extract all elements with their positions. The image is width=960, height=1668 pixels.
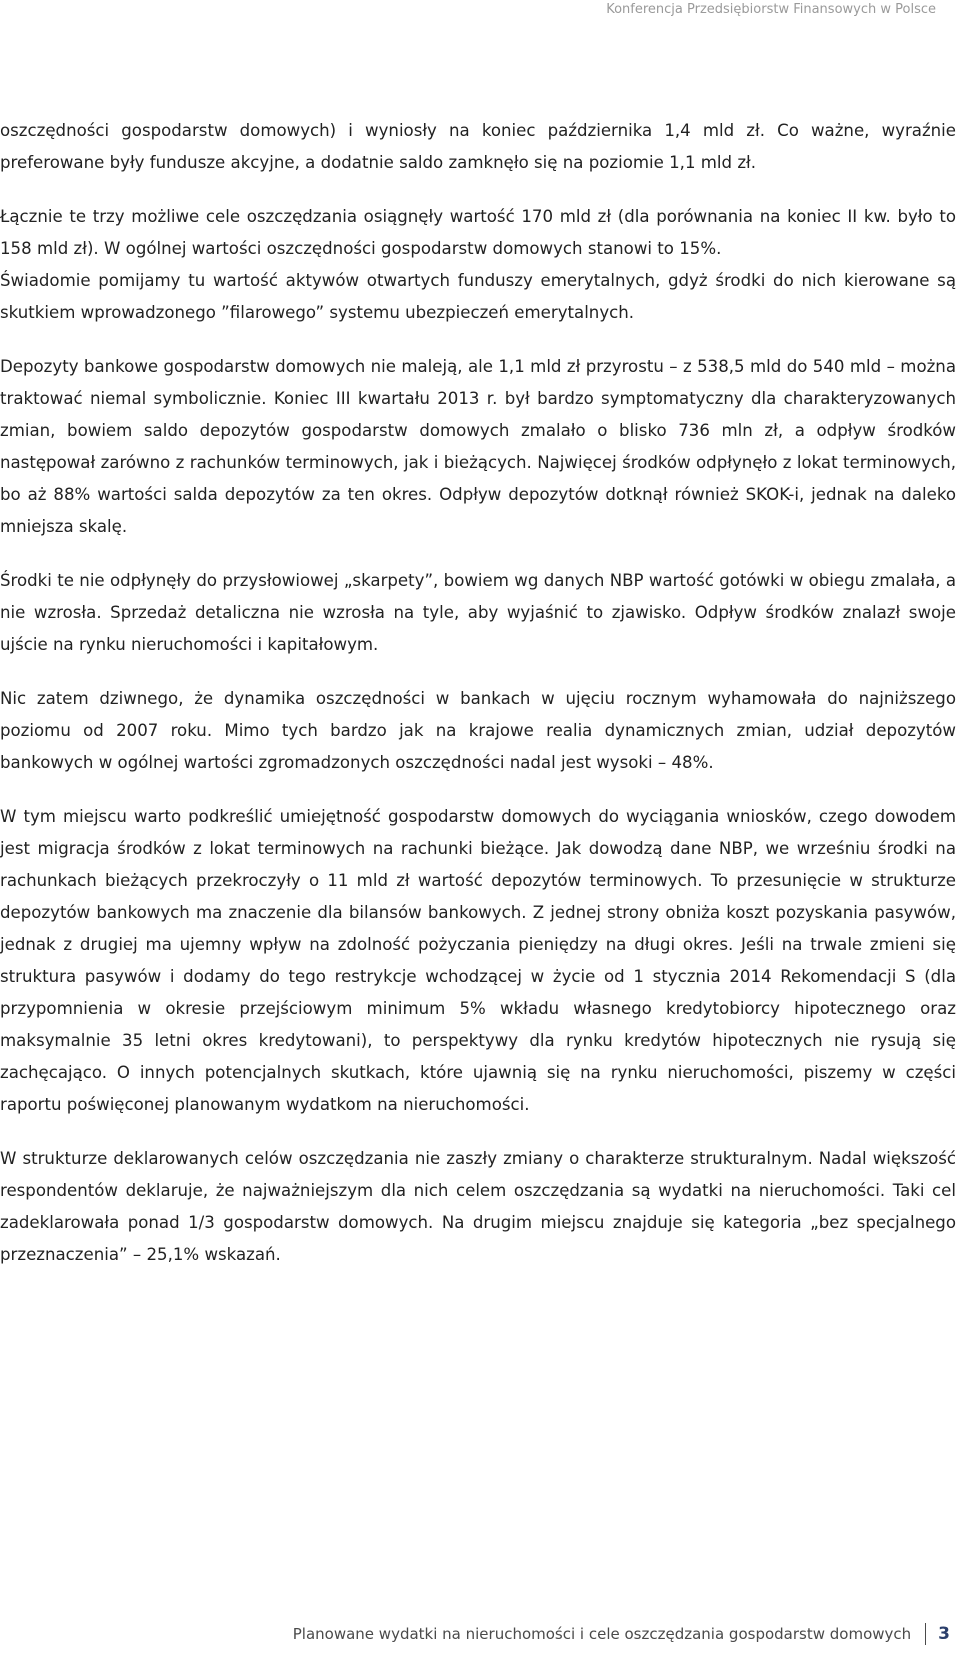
running-header: Konferencja Przedsiębiorstw Finansowych w Polsce — [606, 2, 936, 17]
footer-divider — [925, 1623, 926, 1645]
paragraph-deposit-migration: W tym miejscu warto podkreślić umiejętność gospodarstw domowych do wyciągania wniosków, czego dowodem jest migracja środków z lokat terminowych na rachunki bieżące. Jak dowodzą dane NBP, we wrześniu środki na rachunkach bieżących przekroczyły o 11 mld zł wartość depozytów terminowych. To przesunięcie w strukturze depozytów bankowych ma znaczenie dla bilansów bankowych. Z jednej strony obniża koszt pozyskania pasywów, jednak z drugiej ma ujemny wpływ na zdolność pożyczania pieniędzy na długi okres. Jeśli na trwale zmieni się struktura pasywów i dodamy do tego restrykcje wchodzącej w życie od 1 stycznia 2014 Rekomendacji S (dla przypomnienia w okresie przejściowym minimum 5% wkładu własnego kredytobiorcy hipotecznego oraz maksymalnie 35 letni okres kredytowani), to perspektywy dla rynku kredytów hipotecznych nie rysują się zachęcająco. O innych potencjalnych skutkach, które ujawnią się na rynku nieruchomości, piszemy w części raportu poświęconej planowanym wydatkom na nieruchomości. — [0, 807, 956, 1114]
paragraph-savings-total: Łącznie te trzy możliwe cele oszczędzania osiągnęły wartość 170 mld zł (dla porównania na koniec II kw. było to 158 mld zł). W ogólnej wartości oszczędności gospodarstw domowych stanowi to 15%. — [0, 207, 956, 258]
page-footer — [293, 1620, 950, 1648]
paragraph-cash-outflow: Środki te nie odpłynęły do przysłowiowej „skarpety”, bowiem wg danych NBP wartość gotówki w obiegu zmalała, a nie wzrosła. Sprzedaż detaliczna nie wzrosła na tyle, aby wyjaśnić to zjawisko. Odpływ środków znalazł swoje ujście na rynku nieruchomości i kapitałowym. — [0, 571, 956, 654]
paragraph-savings-goals: W strukturze deklarowanych celów oszczędzania nie zaszły zmiany o charakterze strukturalnym. Nadal większość respondentów deklaruje, że najważniejszym dla nich celem oszczędzania są wydatki na nieruchomości. Taki cel zadeklarowała ponad 1/3 gospodarstw domowych. Na drugim miejscu znajduje się kategoria „bez specjalnego przeznaczenia” – 25,1% wskazań. — [0, 1149, 956, 1264]
paragraph-pension-funds: Świadomie pomijamy tu wartość aktywów otwartych funduszy emerytalnych, gdyż środki do nich kierowane są skutkiem wprowadzonego ”filarowego” systemu ubezpieczeń emerytalnych. — [0, 271, 956, 322]
page-number: 3 — [938, 1624, 950, 1644]
paragraph-investment-funds: oszczędności gospodarstw domowych) i wyniosły na koniec października 1,4 mld zł. Co ważne, wyraźnie preferowane były fundusze akcyjne, a dodatnie saldo zamknęło się na poziomie 1,1 mld zł. — [0, 121, 956, 172]
document-body — [0, 115, 956, 1293]
paragraph-savings-dynamics: Nic zatem dziwnego, że dynamika oszczędności w bankach w ujęciu rocznym wyhamowała do najniższego poziomu od 2007 roku. Mimo tych bardzo jak na krajowe realia dynamicznych zmian, udział depozytów bankowych w ogólnej wartości zgromadzonych oszczędności nadal jest wysoki – 48%. — [0, 689, 956, 772]
footer-title: Planowane wydatki na nieruchomości i cele oszczędzania gospodarstw domowych — [292, 1625, 912, 1643]
paragraph-bank-deposits: Depozyty bankowe gospodarstw domowych nie maleją, ale 1,1 mld zł przyrostu – z 538,5 mld do 540 mld – można traktować niemal symbolicznie. Koniec III kwartału 2013 r. był bardzo symptomatyczny dla charakteryzowanych zmian, bowiem saldo depozytów gospodarstw domowych zmalało o blisko 736 mln zł, a odpływ środków następował zarówno z rachunków terminowych, jak i bieżących. Najwięcej środków odpłynęło z lokat terminowych, bo aż 88% wartości salda depozytów za ten okres. Odpływ depozytów dotknął również SKOK-i, jednak na daleko mniejsza skalę. — [0, 357, 956, 536]
